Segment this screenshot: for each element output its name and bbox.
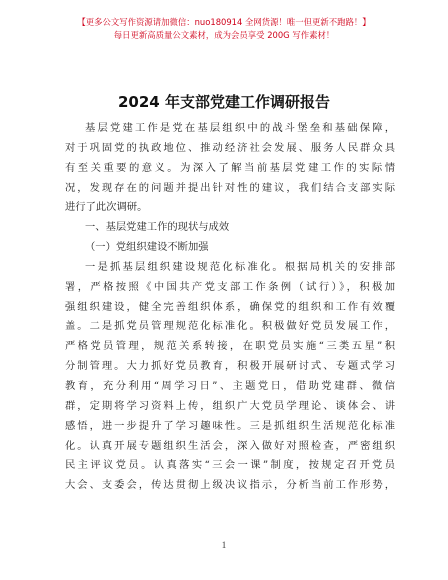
paragraph-line: 一是抓基层组织建设规范化标准化。根据局机关的安排部 bbox=[85, 260, 395, 273]
paragraph-line: 基层党建工作是党在基层组织中的战斗堡垒和基础保障， bbox=[85, 122, 395, 134]
paragraph-line: 进行了此次调研。 bbox=[65, 201, 148, 214]
paragraph-line: 教育，充分利用“周学习日”、主题党日，借助党建群、微信 bbox=[65, 379, 395, 392]
paragraph-line: 群，定期将学习资料上传，组织广大党员学理论、谈体会、讲 bbox=[65, 399, 395, 412]
promo-line-2: 每日更新高质量公文素材，成为会员享受 200G 写作素材！ bbox=[113, 30, 335, 40]
paragraph-line: 民主评议党员。认真落实“三会一课”制度，按规定召开党员 bbox=[65, 459, 395, 472]
section-heading: 一、基层党建工作的现状与成效 bbox=[85, 221, 230, 234]
paragraph-line: 盖。二是抓党员管理规范化标准化。积极做好党员发展工作， bbox=[65, 320, 395, 333]
paragraph-line: 严格党员管理，规范关系转接，在职党员实施“三类五星”积 bbox=[65, 340, 395, 353]
page-number: 1 bbox=[221, 540, 227, 550]
document-body bbox=[65, 119, 395, 496]
paragraph-line: 对于巩固党的执政地位、推动经济社会发展、服务人民群众具 bbox=[65, 141, 395, 154]
paragraph-line: 有至关重要的意义。为深入了解当前基层党建工作的实际情 bbox=[65, 161, 395, 174]
paragraph-line: 强组织建设，健全完善组织体系，确保党的组织和工作有效覆 bbox=[65, 300, 395, 313]
paragraph-line: 署，严格按照《中国共产党支部工作条例（试行）》，积极加 bbox=[65, 280, 395, 293]
paragraph-line: 感悟，进一步提升了学习趣味性。三是抓组织生活规范化标准 bbox=[65, 419, 395, 432]
paragraph-line: 化。认真开展专题组织生活会，深入做好对照检查，严密组织 bbox=[65, 439, 395, 452]
paragraph-line: 况，发现存在的问题并提出针对性的建议，我们结合支部实际 bbox=[65, 181, 395, 194]
document-title: 2024 年支部党建工作调研报告 bbox=[118, 93, 330, 111]
promo-banner bbox=[0, 16, 448, 41]
paragraph-line: 分制管理。大力抓好党员教育，积极开展研讨式、专题式学习 bbox=[65, 360, 395, 373]
subsection-heading: （一）党组织建设不断加强 bbox=[85, 241, 209, 254]
promo-line-1: 【更多公文写作资源请加微信：nuo180914 全网货源！唯一但更新不跑路！】 bbox=[77, 17, 371, 27]
paragraph-line: 大会、支委会，传达贯彻上级决议指示，分析当前工作形势， bbox=[65, 479, 395, 492]
